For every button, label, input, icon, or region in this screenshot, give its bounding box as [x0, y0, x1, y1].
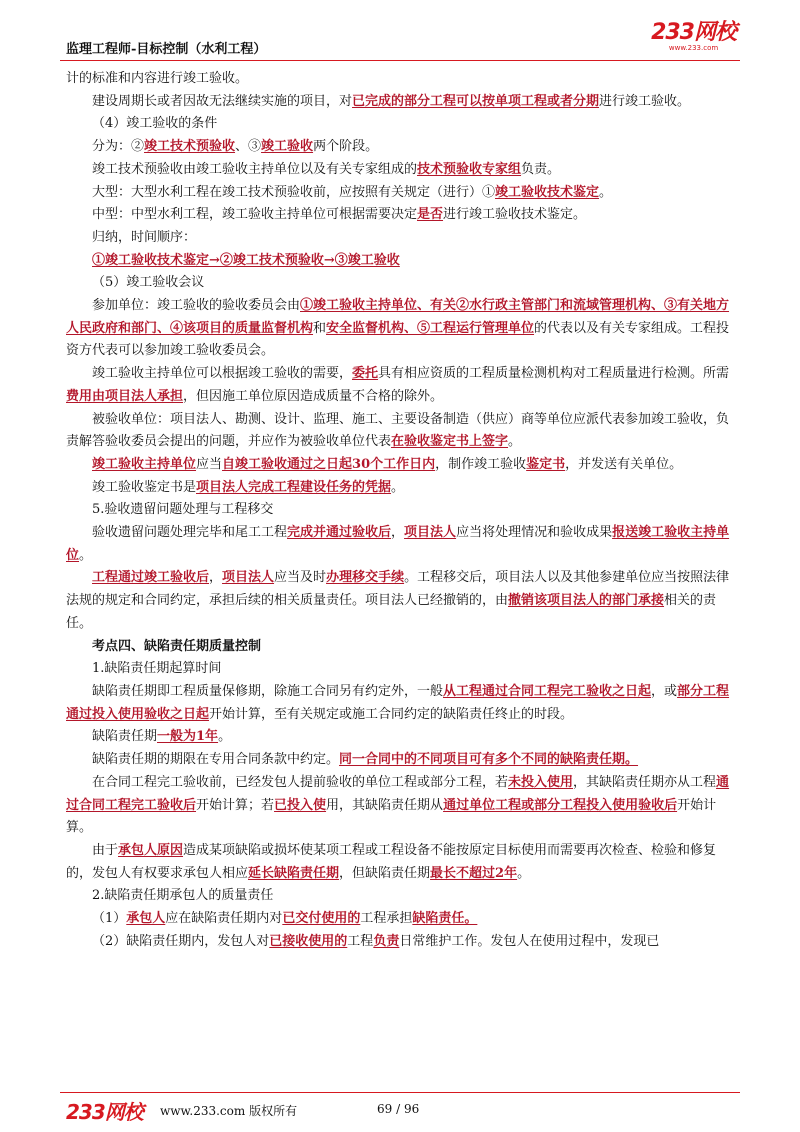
- text-run: 大型：大型水利工程在竣工技术预验收前，应按照有关规定（进行）①: [92, 184, 496, 200]
- paragraph: [66, 409, 740, 454]
- paragraph: [66, 658, 740, 681]
- highlighted-text: 同一合同中的不同项目可有多个不同的缺陷责任期。: [339, 752, 639, 768]
- highlighted-text: 缺陷责任。: [412, 911, 478, 927]
- highlighted-text: 部分工程通过投入使用验收之日起: [66, 683, 730, 722]
- text-run: 日常维护工作。发包人在使用过程中，发现已: [399, 933, 660, 949]
- highlighted-text: 最长不超过2年: [430, 865, 518, 881]
- text-run: 进行竣工验收技术鉴定。: [443, 207, 587, 223]
- paragraph: [66, 499, 740, 522]
- paragraph: [66, 749, 740, 772]
- highlighted-text: 已接收使用的: [269, 933, 348, 949]
- text-run: 在合同工程完工验收前，已经发包人提前验收的单位工程或部分工程，若: [92, 774, 509, 790]
- highlighted-text: 已投入使: [274, 797, 327, 813]
- footer-divider: [60, 1092, 740, 1093]
- paragraph: [66, 363, 740, 408]
- highlighted-text: 未投入使用: [508, 774, 574, 790]
- brand-logo: [651, 22, 736, 52]
- text-run: 。: [517, 865, 531, 881]
- text-run: ，或: [651, 683, 678, 699]
- logo-url: www.233.com: [668, 44, 719, 52]
- highlighted-text: 延长缺陷责任期: [248, 865, 340, 881]
- highlighted-text: 自竣工验收通过之日起30个工作日内: [222, 456, 436, 472]
- highlighted-text: 项目法人: [222, 570, 275, 586]
- paragraph: [66, 182, 740, 205]
- page-number: 69 / 96: [377, 1102, 420, 1116]
- highlighted-text: 工程通过竣工验收后: [92, 570, 210, 586]
- paragraph: [66, 681, 740, 726]
- text-run: 的代表以及有关专家组成。工程投资方代表可以参加竣工验收委员会。: [66, 320, 730, 359]
- text-run: 工程承担: [360, 911, 413, 927]
- copyright-text: www.233.com 版权所有: [160, 1104, 298, 1118]
- text-run: 验收遗留问题处理完毕和尾工工程: [92, 525, 288, 541]
- paragraph: [66, 159, 740, 182]
- highlighted-text: 在验收鉴定书上签字: [391, 434, 509, 450]
- text-run: ，但缺陷责任期: [339, 865, 431, 881]
- text-run: 被验收单位：项目法人、勘测、设计、监理、施工、主要设备制造（供应）商等单位应派代表参加竣工验收，负责解答验收委员会提出的问题，并应作为被验收单位代表: [66, 411, 730, 450]
- text-run: 缺陷责任期的期限在专用合同条款中约定。: [92, 752, 340, 768]
- text-run: 负责。: [521, 161, 561, 177]
- text-run: 5.验收遗留问题处理与工程移交: [92, 502, 274, 518]
- paragraph: [66, 227, 740, 250]
- text-run: （1）: [92, 911, 127, 927]
- text-run: 竣工技术预验收由竣工验收主持单位以及有关专家组成的: [92, 161, 418, 177]
- text-run: 进行竣工验收。: [599, 93, 691, 109]
- text-run: 开始计算。: [66, 797, 717, 836]
- text-run: 。工程移交后，项目法人以及其他参建单位应当按照法律法规的规定和合同约定，承担后续的相关质量责任。项目法人已经撤销的，由: [66, 570, 730, 609]
- paragraph: [66, 113, 740, 136]
- header-divider: [60, 60, 740, 61]
- text-run: 由于: [92, 842, 119, 858]
- text-run: 开始计算，至有关规定或施工合同约定的缺陷责任终止的时段。: [209, 706, 574, 722]
- text-run: 用，其缺陷责任期从: [326, 797, 444, 813]
- paragraph: [66, 840, 740, 885]
- document-title: 监理工程师-目标控制（水利工程）: [66, 42, 267, 57]
- text-run: 竣工验收主持单位可以根据竣工验收的需要，: [92, 366, 353, 382]
- highlighted-text: 安全监督机构、⑤工程运行管理单位: [326, 320, 535, 336]
- text-run: 应当: [196, 456, 223, 472]
- text-run: （4）竣工验收的条件: [92, 116, 218, 132]
- text-run: 归纳，时间顺序：: [92, 229, 197, 245]
- highlighted-text: 项目法人: [404, 525, 457, 541]
- paragraph: [66, 477, 740, 500]
- text-run: 缺陷责任期: [92, 729, 158, 745]
- text-run: 具有相应资质的工程质量检测机构对工程质量进行检测。所需: [378, 366, 730, 382]
- highlighted-text: 是否: [417, 207, 444, 223]
- paragraph: [66, 931, 740, 954]
- text-run: ，并发送有关单位。: [565, 456, 683, 472]
- highlighted-text: 鉴定书: [526, 456, 566, 472]
- paragraph: [66, 204, 740, 227]
- text-run: 。: [391, 479, 405, 495]
- highlighted-text: 竣工验收: [261, 139, 314, 155]
- paragraph: [66, 726, 740, 749]
- text-run: 相关的责任。: [66, 593, 717, 631]
- highlighted-text: 已交付使用的: [282, 911, 361, 927]
- highlighted-text: 完成并通过验收后: [287, 525, 392, 541]
- highlighted-text: 撤销该项目法人的部门承接: [508, 593, 665, 609]
- paragraph: [66, 295, 740, 363]
- highlighted-text: 委托: [352, 366, 379, 382]
- text-run: 和: [313, 320, 327, 336]
- text-run: （5）竣工验收会议: [92, 275, 205, 291]
- paragraph: [66, 250, 740, 273]
- highlighted-text: 项目法人完成工程建设任务的凭据: [196, 479, 392, 495]
- paragraph: [66, 91, 740, 114]
- highlighted-text: 费用由项目法人承担: [66, 388, 184, 404]
- text-run: 建设周期长或者因故无法继续实施的项目，对: [92, 93, 353, 109]
- highlighted-text: ①竣工验收技术鉴定→②竣工技术预验收→③竣工验收: [92, 252, 400, 268]
- highlighted-text: 负责: [373, 933, 400, 949]
- highlighted-text: ①竣工验收主持单位、有关②水行政主管部门和流域管理机构、③有关地方人民政府和部门、④该项目的质量监督机构: [66, 298, 730, 336]
- highlighted-text: 承包人原因: [118, 842, 184, 858]
- page-footer: [0, 1092, 800, 1132]
- text-run: 应当及时: [274, 570, 327, 586]
- text-run: 。: [218, 729, 232, 745]
- text-run: 应在缺陷责任期内对: [165, 911, 283, 927]
- paragraph: [66, 885, 740, 908]
- text-run: ，: [391, 525, 405, 541]
- highlighted-text: 竣工验收技术鉴定: [495, 184, 600, 200]
- section-heading: 考点四、缺陷责任期质量控制: [92, 638, 262, 654]
- highlighted-text: 通过单位工程或部分工程投入使用验收后: [443, 797, 678, 813]
- text-run: ，: [209, 570, 223, 586]
- text-run: 应当将处理情况和验收成果: [456, 525, 613, 541]
- text-run: 、③: [235, 139, 262, 155]
- text-run: 工程: [347, 933, 374, 949]
- highlighted-text: 报送竣工验收主持单位: [66, 525, 730, 563]
- text-run: 。: [508, 434, 522, 450]
- text-run: 参加单位：竣工验收的验收委员会由: [92, 298, 301, 314]
- highlighted-text: 一般为1年: [157, 729, 219, 745]
- text-run: 中型：中型水利工程，竣工验收主持单位可根据需要决定: [92, 207, 418, 223]
- page-header: [0, 0, 800, 62]
- text-run: 两个阶段。: [313, 139, 379, 155]
- highlighted-text: 通过合同工程完工验收后: [66, 774, 730, 813]
- paragraph: [66, 636, 740, 659]
- text-run: 造成某项缺陷或损坏使某项工程或工程设备不能按原定目标使用而需要再次检查、检验和修复的，发包人有权要求承包人相应: [66, 842, 717, 881]
- paragraph: [66, 522, 740, 567]
- text-run: （2）缺陷责任期内，发包人对: [92, 933, 270, 949]
- footer-logo: 233网校: [66, 1100, 143, 1124]
- text-run: 竣工验收鉴定书是: [92, 479, 197, 495]
- text-run: 计的标准和内容进行竣工验收。: [66, 71, 249, 86]
- text-run: 开始计算；若: [196, 797, 275, 813]
- text-run: 2.缺陷责任期承包人的质量责任: [92, 888, 274, 904]
- text-run: ，但因施工单位原因造成质量不合格的除外。: [183, 388, 444, 404]
- highlighted-text: 竣工验收主持单位: [92, 456, 197, 472]
- paragraph: [66, 272, 740, 295]
- paragraph: [66, 567, 740, 635]
- paragraph: [66, 454, 740, 477]
- text-run: 1.缺陷责任期起算时间: [92, 661, 222, 677]
- text-run: ，其缺陷责任期亦从工程: [573, 774, 717, 790]
- paragraph: [66, 68, 740, 91]
- highlighted-text: 承包人: [126, 911, 166, 927]
- paragraph: [66, 136, 740, 159]
- text-run: ，制作竣工验收: [435, 456, 527, 472]
- highlighted-text: 从工程通过合同工程完工验收之日起: [443, 683, 652, 699]
- paragraph: [66, 908, 740, 931]
- text-run: 分为：②: [92, 139, 145, 155]
- highlighted-text: 办理移交手续: [326, 570, 405, 586]
- text-run: 。: [79, 547, 93, 563]
- highlighted-text: 已完成的部分工程可以按单项工程或者分期: [352, 93, 600, 109]
- text-run: 缺陷责任期即工程质量保修期，除施工合同另有约定外，一般: [92, 683, 444, 699]
- highlighted-text: 技术预验收专家组: [417, 161, 522, 177]
- paragraph: [66, 772, 740, 840]
- document-body: [66, 68, 740, 953]
- highlighted-text: 竣工技术预验收: [144, 139, 236, 155]
- text-run: 。: [599, 184, 613, 200]
- logo-text: 233网校: [651, 20, 736, 45]
